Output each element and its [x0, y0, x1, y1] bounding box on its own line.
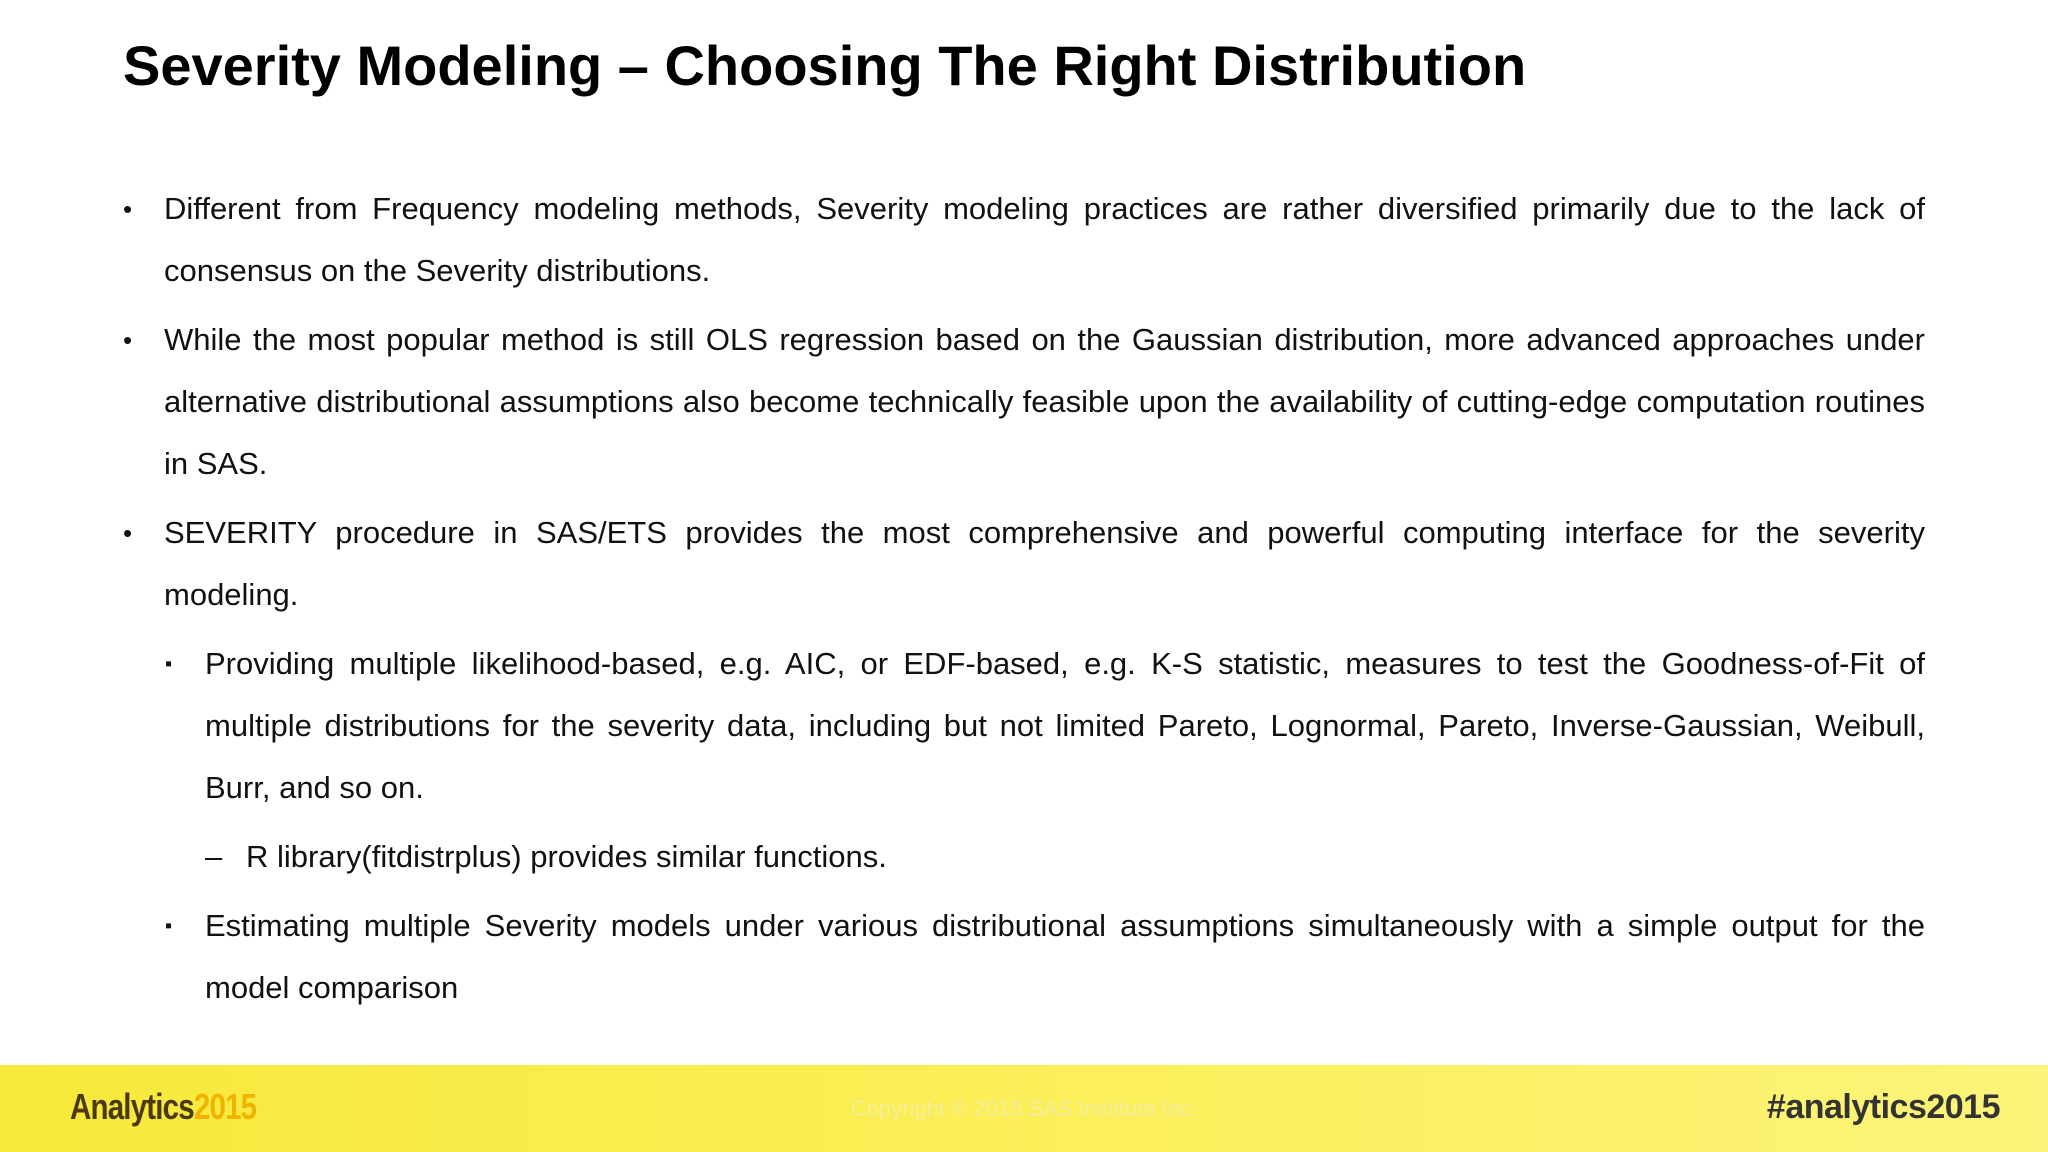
bullet-marker: •: [123, 325, 133, 355]
bullet-item: [123, 502, 1925, 626]
sub-sub-bullet-text: R library(fitdistrplus) provides similar functions.: [246, 839, 887, 874]
sub-bullet-text: Providing multiple likelihood-based, e.g. AIC, or EDF-based, e.g. K-S statistic, measures to test the Goodness-of-Fit of multiple distributions for the severity data, including but not limited Pareto, Lognormal, Pareto, Inverse-Gaussian, Weibull, Burr, and so on.: [205, 646, 1925, 805]
logo-word: Analytics: [70, 1086, 194, 1127]
footer-bar: [0, 1065, 2048, 1152]
bullet-item: [123, 178, 1925, 302]
sub-bullet-marker: ▪: [165, 915, 173, 937]
bullet-list: [123, 178, 1925, 1026]
sub-bullet-marker: ▪: [165, 653, 173, 675]
bullet-text: While the most popular method is still OLS regression based on the Gaussian distribution, more advanced approaches under alternative distributional assumptions also become technically feasible upon the availability of cutting-edge computation routines in SAS.: [164, 322, 1925, 481]
bullet-marker: •: [123, 194, 133, 224]
sub-sub-bullet-item: [123, 826, 1925, 888]
bullet-text: Different from Frequency modeling methods, Severity modeling practices are rather diversified primarily due to the lack of consensus on the Severity distributions.: [164, 191, 1925, 288]
hashtag-text: #analytics2015: [1766, 1088, 2000, 1126]
bullet-text: SEVERITY procedure in SAS/ETS provides the most comprehensive and powerful computing interface for the severity modeling.: [164, 515, 1925, 612]
bullet-item: [123, 309, 1925, 495]
bullet-marker: •: [123, 518, 133, 548]
slide-title: Severity Modeling – Choosing The Right Distribution: [123, 34, 1527, 97]
logo-year: 2015: [193, 1086, 257, 1127]
sub-bullet-text: Estimating multiple Severity models under various distributional assumptions simultaneously with a simple output for the model comparison: [205, 908, 1925, 1005]
sub-bullet-item: [123, 895, 1925, 1019]
dash-marker: –: [205, 839, 223, 874]
sub-bullet-item: [123, 633, 1925, 819]
copyright-text: Copyright © 2015 SAS Institute Inc.: [850, 1096, 1198, 1121]
